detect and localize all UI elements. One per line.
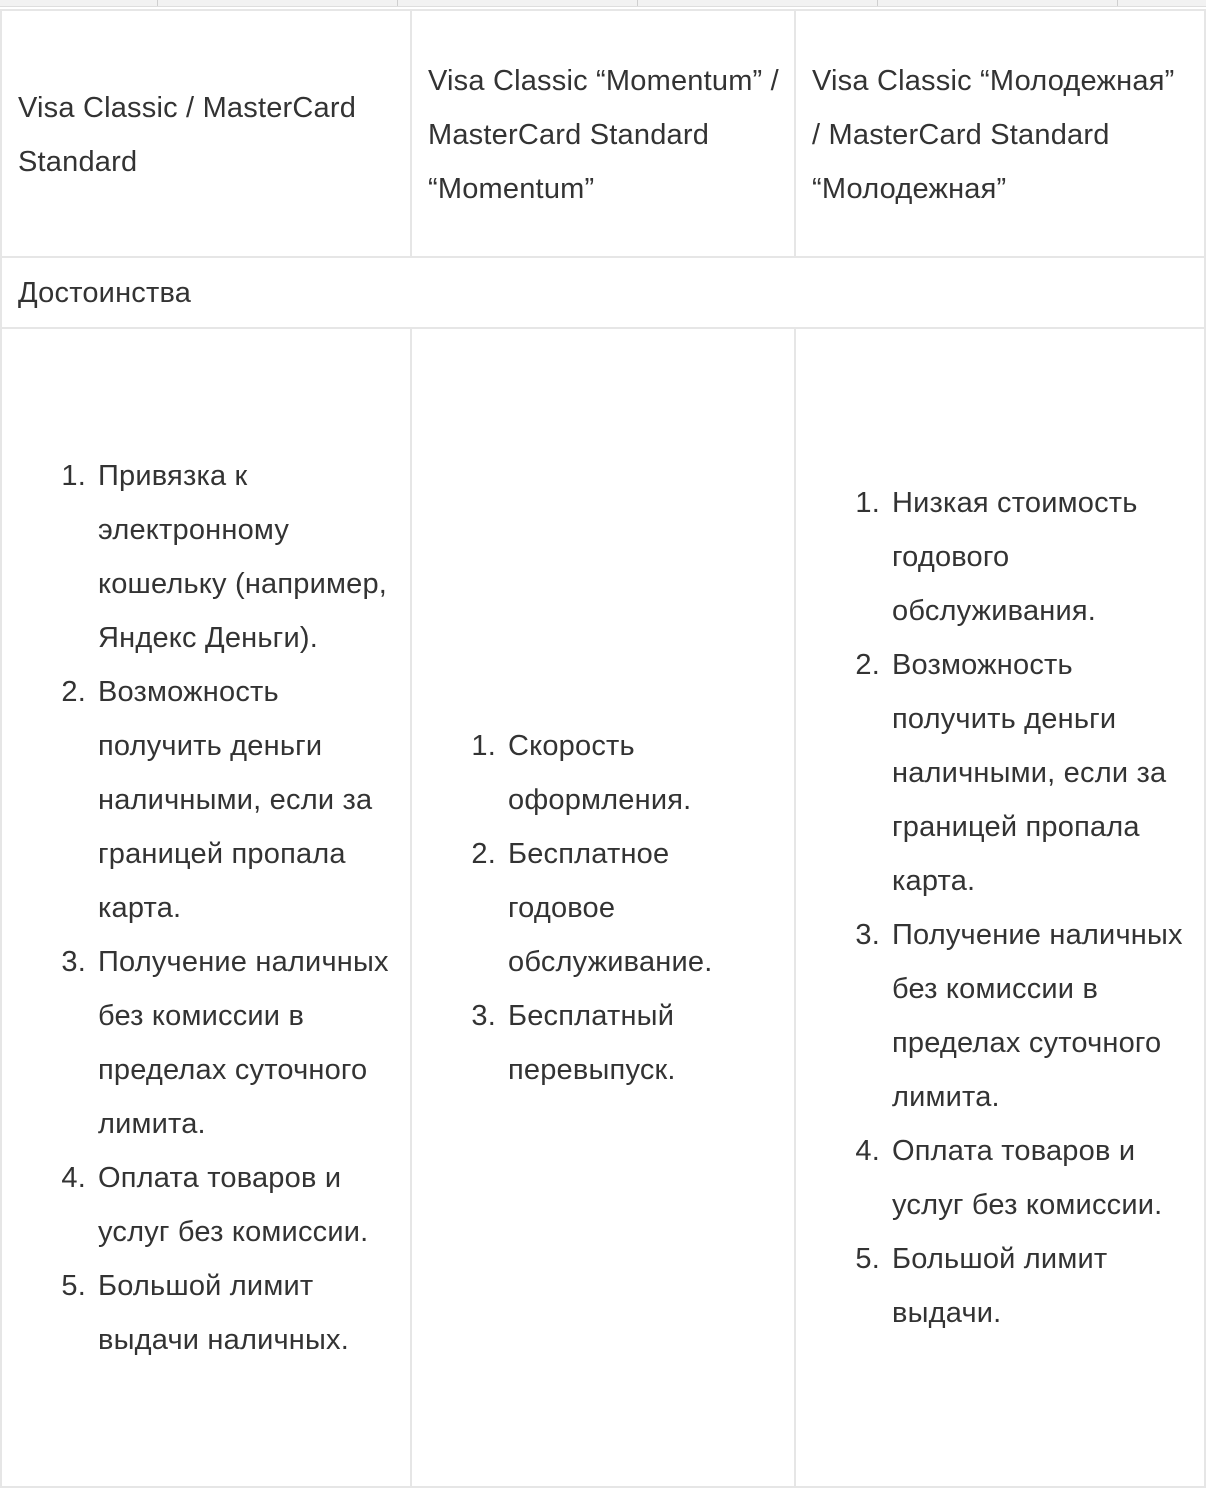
- list-item: Возможность получить деньги наличными, если за границей пропала карта.: [892, 648, 1167, 897]
- edge-divider: [637, 0, 638, 6]
- header-cell-momentum: Visa Classic “Momentum” / MasterCard Standard “Momentum”: [411, 10, 795, 257]
- list-item: Скорость оформления.: [508, 729, 692, 816]
- list-item: Получение наличных без комиссии в пределах суточного лимита.: [892, 918, 1183, 1113]
- list-item: Оплата товаров и услуг без комиссии.: [892, 1134, 1163, 1221]
- section-row: [1, 257, 1205, 328]
- list-item: Большой лимит выдачи наличных.: [98, 1269, 350, 1356]
- list-item: Получение наличных без комиссии в пределах суточного лимита.: [98, 945, 389, 1140]
- advantages-list: [812, 476, 1188, 1340]
- list-item: Привязка к электронному кошельку (например, Яндекс Деньги).: [98, 459, 388, 654]
- advantages-cell-molodezhnaya: [795, 328, 1205, 1487]
- section-label-advantages: Достоинства: [1, 257, 1205, 328]
- list-item: Низкая стоимость годового обслуживания.: [892, 486, 1138, 627]
- advantages-row: [1, 328, 1205, 1487]
- list-item: Большой лимит выдачи.: [892, 1242, 1108, 1329]
- advantages-list: [18, 449, 392, 1367]
- list-item: Возможность получить деньги наличными, если за границей пропала карта.: [98, 675, 373, 924]
- edge-divider: [1117, 0, 1118, 6]
- advantages-cell-momentum: [411, 328, 795, 1487]
- advantages-list: [428, 719, 780, 1097]
- list-item: Оплата товаров и услуг без комиссии.: [98, 1161, 369, 1248]
- cards-comparison-table: [0, 9, 1206, 1488]
- edge-divider: [397, 0, 398, 6]
- advantages-cell-visa-classic: [1, 328, 411, 1487]
- edge-divider: [157, 0, 158, 6]
- edge-divider: [877, 0, 878, 6]
- list-item: Бесплатное годовое обслуживание.: [508, 837, 713, 978]
- header-cell-molodezhnaya: Visa Classic “Молодежная” / MasterCard Standard “Молодежная”: [795, 10, 1205, 257]
- header-row: [1, 10, 1205, 257]
- top-table-edge: [0, 0, 1206, 7]
- header-cell-visa-classic: Visa Classic / MasterCard Standard: [1, 10, 411, 257]
- list-item: Бесплатный перевыпуск.: [508, 999, 676, 1086]
